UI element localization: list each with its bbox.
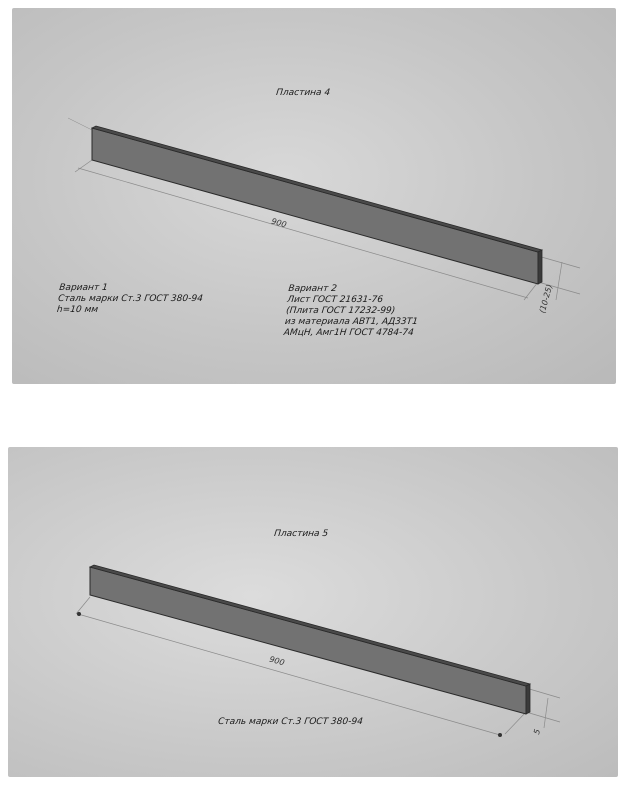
plate-5-drawing <box>76 565 560 737</box>
plate-5-face <box>90 567 526 714</box>
extension-line <box>75 160 92 172</box>
variant-1-heading: Вариант 1 <box>58 283 109 293</box>
width-dimension-line <box>544 698 548 728</box>
plate-4-width-dim: (10-25) <box>537 283 555 315</box>
dimension-endpoint <box>498 733 502 737</box>
variant-2-material-grades: АМцН, Амг1Н ГОСТ 4784-74 <box>283 328 415 338</box>
plate-4-top-edge <box>92 126 542 252</box>
plate-4-length-dim: 900 <box>270 216 288 230</box>
extension-line <box>538 256 580 268</box>
plate-5-side-edge <box>526 684 530 714</box>
variant-2-block <box>283 284 422 339</box>
plate-4-title: Пластина 4 <box>275 88 331 98</box>
plate-5-material: Сталь марки Ст.3 ГОСТ 380-94 <box>217 717 364 727</box>
plate-5-top-edge <box>90 565 530 686</box>
extension-line <box>524 282 538 300</box>
variant-2-sheet-standard: Лист ГОСТ 21631-76 <box>286 295 384 305</box>
width-dimension-line <box>556 262 562 300</box>
variant-2-heading: Вариант 2 <box>287 284 338 294</box>
variant-1-thickness: h=10 мм <box>56 305 99 315</box>
extension-line <box>505 712 526 734</box>
plate-4-face <box>92 128 538 284</box>
plate-5-length-dim: 900 <box>268 654 286 668</box>
plate-5-title: Пластина 5 <box>273 529 329 539</box>
plate-5-width-dim: 5 <box>532 728 543 736</box>
extension-line <box>526 688 560 698</box>
variant-2-plate-standard: (Плита ГОСТ 17232-99) <box>285 306 396 316</box>
plate-4-side-edge <box>538 250 542 284</box>
extension-line <box>76 597 90 614</box>
extension-line <box>526 712 560 722</box>
variant-1-material: Сталь марки Ст.3 ГОСТ 380-94 <box>57 294 204 304</box>
leader-line <box>68 118 92 130</box>
variant-2-material: из материала АВТ1, АД33Т1 <box>284 317 419 327</box>
dimension-endpoint <box>77 612 81 616</box>
variant-1-block <box>56 283 204 316</box>
